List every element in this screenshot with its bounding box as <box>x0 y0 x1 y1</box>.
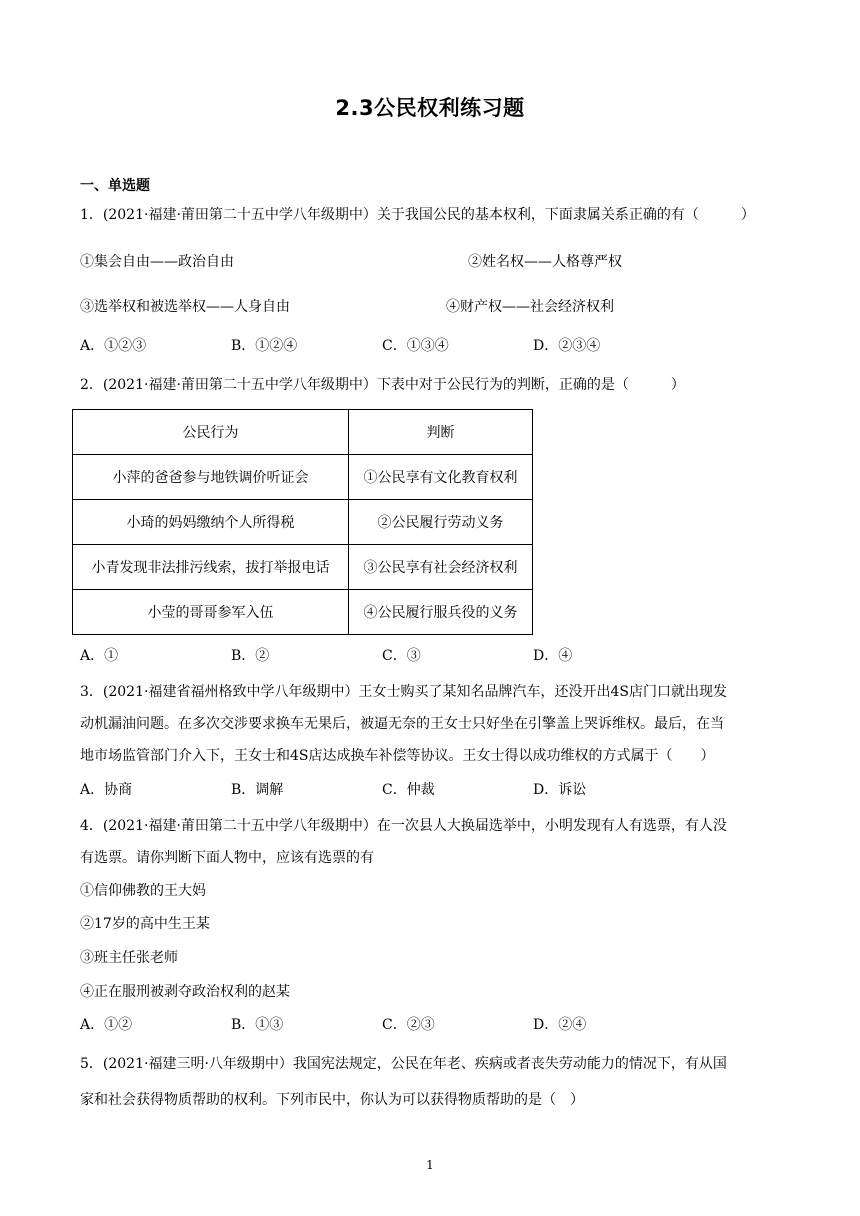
q4-option-b: B．①③ <box>231 1017 284 1033</box>
q1-item-1: ①集会自由——政治自由 <box>80 254 234 270</box>
table-row <box>73 590 533 635</box>
q1-option-c: C．①③④ <box>382 338 449 354</box>
judgment-table <box>72 409 533 635</box>
table-cell: 小莹的哥哥参军入伍 <box>73 590 349 635</box>
q2-option-b: B．② <box>231 648 270 664</box>
q1-item-3: ③选举权和被选举权——人身自由 <box>80 299 290 315</box>
table-header-cell: 公民行为 <box>73 410 349 455</box>
q4-item-2: ②17岁的高中生王某 <box>80 916 210 932</box>
q2-option-a: A．① <box>80 648 119 664</box>
q2-option-c: C．③ <box>382 648 421 664</box>
question-2-stem: 2．(2021·福建·莆田第二十五中学八年级期中）下表中对于公民行为的判断，正确的是（ ） <box>80 377 685 393</box>
q1-option-b: B．①②④ <box>231 338 298 354</box>
q4-option-c: C．②③ <box>382 1017 435 1033</box>
q4-option-a: A．①② <box>80 1017 133 1033</box>
q1-item-4: ④财产权——社会经济权利 <box>446 299 614 315</box>
q1-item-2: ②姓名权——人格尊严权 <box>468 254 622 270</box>
table-cell: 小萍的爸爸参与地铁调价听证会 <box>73 455 349 500</box>
page-number: 1 <box>426 1158 434 1172</box>
table-cell: ③公民享有社会经济权利 <box>349 545 533 590</box>
q3-option-b: B．调解 <box>231 782 284 798</box>
page-title: 2.3公民权利练习题 <box>335 96 525 120</box>
question-5-line-2: 家和社会获得物质帮助的权利。下列市民中，你认为可以获得物质帮助的是（ ） <box>80 1092 584 1108</box>
question-1-stem: 1．(2021·福建·莆田第二十五中学八年级期中）关于我国公民的基本权利，下面隶属关系正确的有（ ） <box>80 207 755 223</box>
q2-option-d: D．④ <box>533 648 573 664</box>
q1-option-a: A．①②③ <box>80 338 147 354</box>
q4-option-d: D．②④ <box>533 1017 587 1033</box>
q3-option-d: D．诉讼 <box>533 782 587 798</box>
q4-item-4: ④正在服刑被剥夺政治权利的赵某 <box>80 984 290 1000</box>
table-row <box>73 545 533 590</box>
table-cell: ②公民履行劳动义务 <box>349 500 533 545</box>
question-3-line-3: 地市场监管部门介入下，王女士和4S店达成换车补偿等协议。王女士得以成功维权的方式属于（ ） <box>80 748 715 764</box>
section-heading: 一、单选题 <box>80 178 150 194</box>
q3-option-c: C．仲裁 <box>382 782 435 798</box>
table-header-cell: 判断 <box>349 410 533 455</box>
question-3-line-2: 动机漏油问题。在多次交涉要求换车无果后，被逼无奈的王女士只好坐在引擎盖上哭诉维权。最后，在当 <box>80 716 724 732</box>
table-cell: ④公民履行服兵役的义务 <box>349 590 533 635</box>
q3-option-a: A．协商 <box>80 782 133 798</box>
question-4-line-1: 4．(2021·福建·莆田第二十五中学八年级期中）在一次县人大换届选举中，小明发现有人有选票，有人没 <box>80 818 727 834</box>
table-row <box>73 455 533 500</box>
question-4-line-2: 有选票。请你判断下面人物中，应该有选票的有 <box>80 850 374 866</box>
table-cell: 小青发现非法排污线索，拔打举报电话 <box>73 545 349 590</box>
table-row <box>73 500 533 545</box>
table-header-row <box>73 410 533 455</box>
table-cell: 小琦的妈妈缴纳个人所得税 <box>73 500 349 545</box>
q1-option-d: D．②③④ <box>533 338 601 354</box>
q4-item-1: ①信仰佛教的王大妈 <box>80 883 206 899</box>
question-5-line-1: 5．(2021·福建三明·八年级期中）我国宪法规定，公民在年老、疾病或者丧失劳动能力的情况下，有从国 <box>80 1056 727 1072</box>
q4-item-3: ③班主任张老师 <box>80 950 178 966</box>
question-3-line-1: 3．(2021·福建省福州格致中学八年级期中）王女士购买了某知名品牌汽车，还没开出4S店门口就出现发 <box>80 684 727 700</box>
table-cell: ①公民享有文化教育权利 <box>349 455 533 500</box>
